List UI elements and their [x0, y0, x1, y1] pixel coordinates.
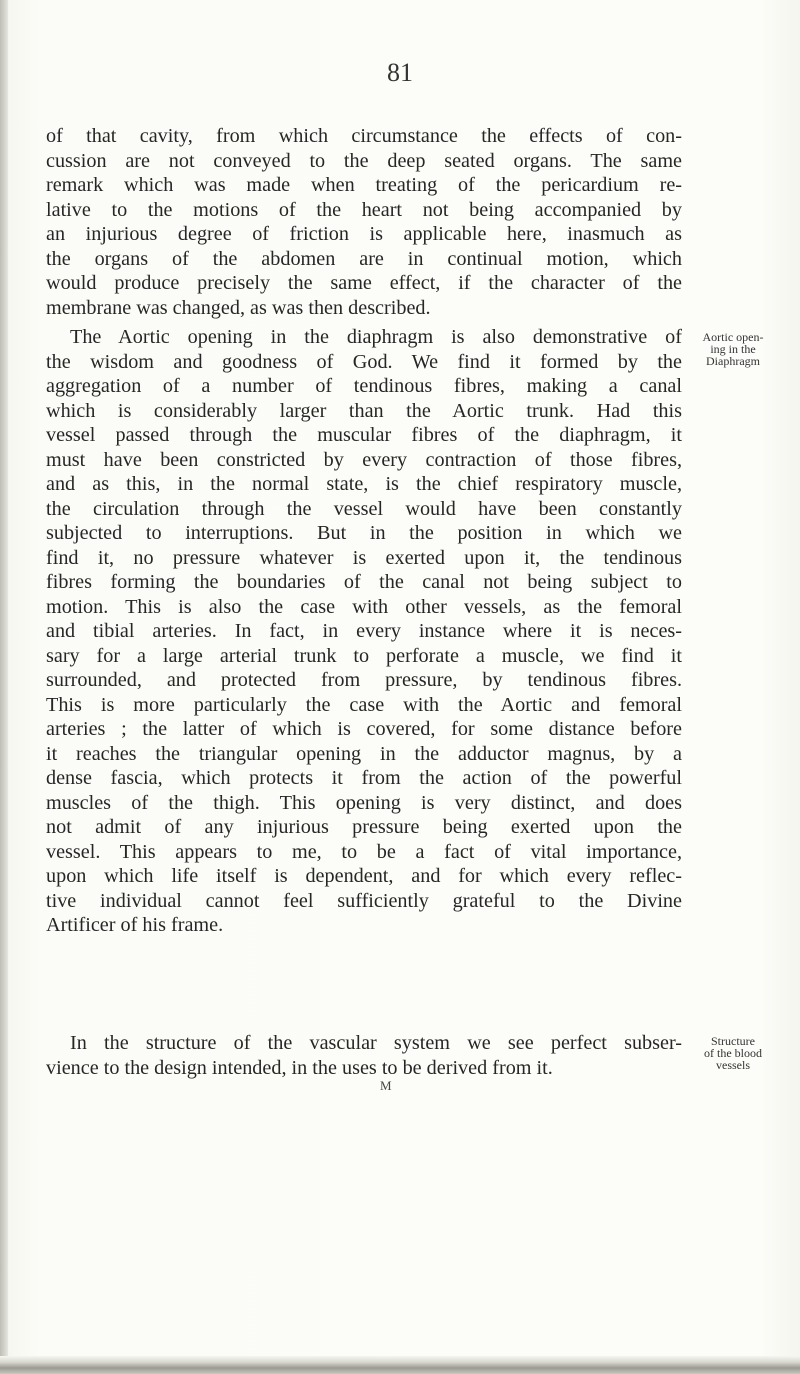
text-line: which is considerably larger than the Aortic trunk. Had this [46, 399, 682, 422]
text-line: dense fascia, which protects it from the action of the powerful [46, 767, 682, 789]
paragraph-peritoneum [46, 124, 682, 320]
text-line: This is more particularly the case with the Aortic and femoral [46, 693, 682, 716]
text-line: it reaches the triangular opening in the adductor magnus, by a [46, 742, 682, 765]
margin-note-line: of the blood [704, 1046, 762, 1060]
text-line: would produce precisely the same effect, if the character of the [46, 272, 682, 294]
page-bottom-edge [0, 1356, 800, 1374]
text-line: of that cavity, from which circumstance the effects of con- [46, 125, 682, 147]
signature-mark: M [380, 1078, 392, 1093]
text-line: motion. This is also the case with other vessels, as the femoral [46, 595, 682, 618]
text-line: Artificer of his frame. [46, 914, 224, 936]
text-line: vience to the design intended, in the uses to be derived from it. [46, 1056, 553, 1079]
text-line: must have been constricted by every contraction of those fibres, [46, 448, 682, 471]
text-line: The Aortic opening in the diaphragm is also demonstrative of [70, 326, 682, 348]
text-line: and tibial arteries. In fact, in every instance where it is neces- [46, 620, 682, 642]
text-line: surrounded, and protected from pressure, by tendinous fibres. [46, 669, 682, 691]
binding-edge [0, 0, 8, 1374]
text-line: the circulation through the vessel would have been constantly [46, 497, 682, 520]
text-line: tive individual cannot feel sufficiently grateful to the Divine [46, 889, 682, 912]
text-line: remark which was made when treating of the pericardium re- [46, 174, 682, 196]
margin-note-blood-vessels [688, 1035, 778, 1071]
page-number: 81 [387, 58, 413, 87]
paragraph-vascular-structure [46, 1031, 682, 1080]
text-line: fibres forming the boundaries of the canal not being subject to [46, 571, 682, 593]
margin-note-line: Diaphragm [706, 354, 760, 368]
text-line: cussion are not conveyed to the deep seated organs. The same [46, 149, 682, 172]
text-line: find it, no pressure whatever is exerted upon it, the tendinous [46, 546, 682, 569]
text-line: sary for a large arterial trunk to perforate a muscle, we find it [46, 644, 682, 667]
text-line: muscles of the thigh. This opening is very distinct, and does [46, 791, 682, 814]
text-line: membrane was changed, as was then described. [46, 296, 431, 319]
text-line: the organs of the abdomen are in continual motion, which [46, 247, 682, 270]
margin-note-line: vessels [716, 1058, 750, 1072]
margin-note-aortic-opening [688, 331, 778, 367]
text-line: arteries ; the latter of which is covered, for some distance before [46, 718, 682, 740]
text-line: vessel passed through the muscular fibres of the diaphragm, it [46, 424, 682, 446]
text-line: aggregation of a number of tendinous fibres, making a canal [46, 375, 682, 397]
text-line: the wisdom and goodness of God. We find it formed by the [46, 350, 682, 373]
text-line: lative to the motions of the heart not being accompanied by [46, 198, 682, 221]
margin-note-line: Structure [711, 1034, 755, 1048]
text-line: and as this, in the normal state, is the chief respiratory muscle, [46, 473, 682, 495]
text-line: upon which life itself is dependent, and for which every reflec- [46, 865, 682, 887]
text-line: vessel. This appears to me, to be a fact of vital importance, [46, 840, 682, 863]
paragraph-aortic-opening [46, 325, 682, 938]
text-line: subjected to interruptions. But in the position in which we [46, 522, 682, 544]
margin-note-line: Aortic open- [702, 330, 764, 344]
margin-note-line: ing in the [710, 342, 756, 356]
text-line: In the structure of the vascular system we see perfect subser- [70, 1032, 682, 1054]
text-line: not admit of any injurious pressure being exerted upon the [46, 816, 682, 838]
text-line: an injurious degree of friction is applicable here, inasmuch as [46, 223, 682, 245]
